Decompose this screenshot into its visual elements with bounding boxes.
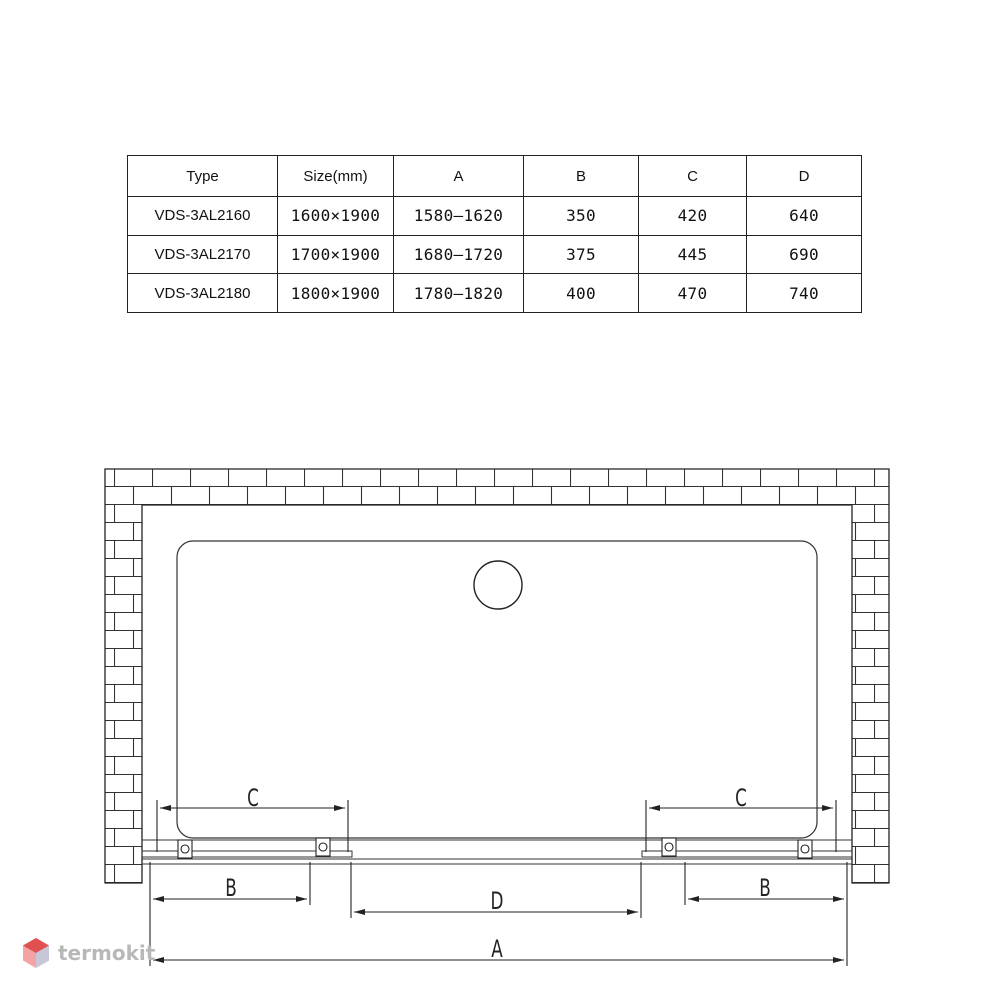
label-c-right: C xyxy=(735,783,747,812)
roller-icon xyxy=(662,838,676,856)
cell-a: 1780–1820 xyxy=(394,274,524,313)
cell-type: VDS-3AL2160 xyxy=(128,197,278,236)
watermark xyxy=(22,937,155,969)
cell-type: VDS-3AL2170 xyxy=(128,235,278,274)
label-b-left: B xyxy=(225,873,237,902)
cell-size: 1700×1900 xyxy=(278,235,394,274)
roller-icon xyxy=(798,840,812,858)
header-b: B xyxy=(524,156,639,197)
sliding-door-rail xyxy=(142,840,852,864)
cell-b: 375 xyxy=(524,235,639,274)
cell-c: 470 xyxy=(639,274,747,313)
shower-tray xyxy=(177,541,817,838)
brick-wall-top xyxy=(105,469,889,505)
header-d: D xyxy=(747,156,862,197)
cell-a: 1580–1620 xyxy=(394,197,524,236)
header-size: Size(mm) xyxy=(278,156,394,197)
door-hardware xyxy=(178,838,812,858)
cell-a: 1680–1720 xyxy=(394,235,524,274)
label-b-right: B xyxy=(759,873,771,902)
header-c: C xyxy=(639,156,747,197)
cell-c: 420 xyxy=(639,197,747,236)
brick-wall-right xyxy=(852,505,889,883)
cell-d: 740 xyxy=(747,274,862,313)
cell-b: 350 xyxy=(524,197,639,236)
label-d: D xyxy=(490,886,504,915)
header-type: Type xyxy=(128,156,278,197)
brick-wall xyxy=(105,469,889,883)
hexagon-logo-icon xyxy=(22,937,50,969)
cell-d: 690 xyxy=(747,235,862,274)
cell-b: 400 xyxy=(524,274,639,313)
header-a: A xyxy=(394,156,524,197)
dimension-labels xyxy=(225,784,771,963)
cell-size: 1600×1900 xyxy=(278,197,394,236)
brick-wall-left xyxy=(105,505,142,883)
roller-icon xyxy=(316,838,330,856)
cell-size: 1800×1900 xyxy=(278,274,394,313)
cell-type: VDS-3AL2180 xyxy=(128,274,278,313)
watermark-text: termokit xyxy=(58,941,156,965)
label-c-left: C xyxy=(247,783,259,812)
drain-icon xyxy=(474,561,522,609)
roller-icon xyxy=(178,840,192,858)
cell-d: 640 xyxy=(747,197,862,236)
cell-c: 445 xyxy=(639,235,747,274)
label-a: A xyxy=(491,934,503,963)
tray-basin xyxy=(177,541,817,838)
wall-outline xyxy=(105,469,889,883)
